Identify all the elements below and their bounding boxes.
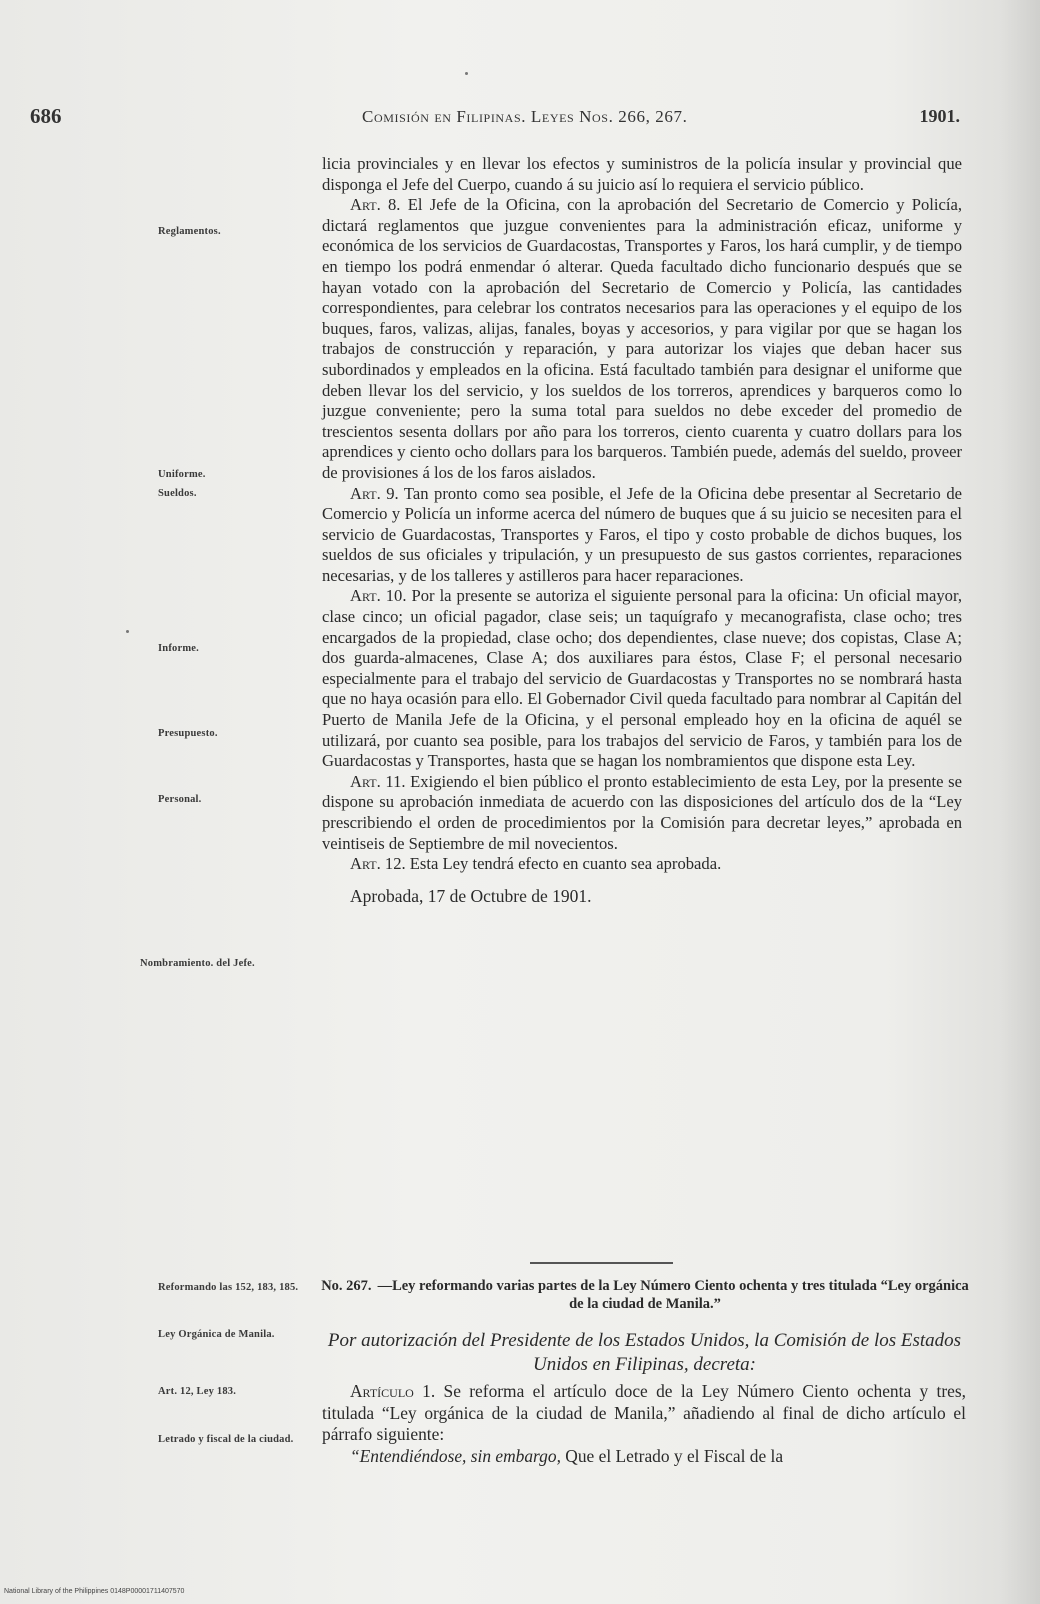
- paper-speck: [126, 630, 129, 633]
- body-text: [322, 154, 962, 907]
- page-edge-shadow: [1000, 0, 1040, 1604]
- law-267-article-1: [322, 1381, 966, 1467]
- margin-note-personal: Personal.: [158, 794, 202, 805]
- running-head: Comisión en Filipinas. Leyes Nos. 266, 267.: [362, 107, 688, 126]
- source-footer: National Library of the Philippines 0148P00001711407570: [4, 1588, 185, 1595]
- quote-italic: “Entendiéndose, sin embargo,: [350, 1445, 561, 1466]
- article-11-label: Art. 11.: [350, 771, 406, 791]
- article-9: [322, 484, 962, 587]
- article-11: [322, 772, 962, 854]
- margin-note-reformando: Reformando las 152, 183, 185.: [158, 1282, 299, 1293]
- law-267-number: No. 267.: [321, 1278, 372, 1294]
- article-8: [322, 195, 962, 483]
- article-10: [322, 586, 962, 771]
- article-1-text: Se reforma el artículo doce de la Ley Número Ciento ochenta y tres, titulada “Ley orgánica de la ciudad de Manila,” añadiendo al final de dicho artículo el párrafo siguiente:: [322, 1381, 966, 1444]
- page-header: [30, 104, 960, 134]
- article-8-label: Art. 8.: [350, 195, 401, 215]
- article-10-label: Art. 10.: [350, 586, 407, 606]
- article-1-quote: [322, 1446, 966, 1468]
- article-9-text: Tan pronto como sea posible, el Jefe de la Oficina debe presentar al Secretario de Comercio y Policía un informe acerca del número de buques que á su juicio se necesiten para el servicio de Guardacostas, Transportes y Faros, el tipo y costo probable de dichos buques, los sueldos de sus oficiales y tripulación, y un presupuesto de sus gastos corrientes, reparaciones necesarias, y de los talleres y astilleros para hacer reparaciones.: [322, 483, 962, 585]
- margin-note-reglamentos: Reglamentos.: [158, 226, 221, 237]
- page-number: 686: [30, 104, 62, 128]
- article-12: [322, 854, 962, 875]
- article-1: [322, 1381, 966, 1446]
- margin-note-presupuesto: Presupuesto.: [158, 728, 218, 739]
- approval-date: Aprobada, 17 de Octubre de 1901.: [350, 885, 592, 906]
- article-12-label: Art. 12.: [350, 854, 406, 874]
- margin-note-nombramiento: Nombramiento. del Jefe.: [140, 958, 255, 969]
- article-10-text: Por la presente se autoriza el siguiente personal para la oficina: Un oficial mayor, clase cinco; un oficial pagador, clase seis; un taquígrafo y mecanografista, clase ocho; tres encargados de la propiedad, clase ocho; dos dependientes, clase nueve; dos copistas, Clase A; dos guarda-almacenes, Clase A; dos auxiliares para éstos, Clase F; el personal necesario especialmente para el trabajo del servicio de Guardacostas y Transportes no se nombrará hasta que no haya ocasión para ello. El Gobernador Civil queda facultado para nombrar al Capitán del Puerto de Manila Jefe de la Oficina, y el personal empleado hoy en la oficina de aquél se utilizará, por cuanto sea posible, para los trabajos del servicio de Faros, y también para los de Guardacostas y Transportes, hasta que se hagan los nombramientos que dispone esta Ley.: [322, 586, 962, 771]
- law-267-title: [320, 1277, 970, 1313]
- margin-note-informe: Informe.: [158, 643, 199, 654]
- margin-note-ley-organica: Ley Orgánica de Manila.: [158, 1329, 275, 1340]
- law-267-title-text: —Ley reformando varias partes de la Ley Número Ciento ochenta y tres titulada “Ley orgánica de la ciudad de Manila.”: [377, 1278, 969, 1312]
- paper-speck: [465, 72, 468, 75]
- article-11-text: Exigiendo el bien público el pronto establecimiento de esta Ley, por la presente se dispone su aprobación inmediata de acuerdo con las disposiciones del artículo dos de la “Ley prescribiendo el orden de procedimientos por la Comisión para decretar leyes,” aprobada en veintiseis de Septiembre de mil novecientos.: [322, 771, 962, 853]
- article-12-text: Esta Ley tendrá efecto en cuanto sea aprobada.: [409, 854, 722, 874]
- margin-note-art12: Art. 12, Ley 183.: [158, 1386, 237, 1397]
- article-1-label: Artículo 1.: [350, 1381, 436, 1401]
- article-9-label: Art. 9.: [350, 483, 399, 503]
- quote-text: Que el Letrado y el Fiscal de la: [565, 1445, 784, 1466]
- section-divider: [530, 1262, 673, 1264]
- running-head-year: 1901.: [919, 106, 960, 126]
- article-8-text: El Jefe de la Oficina, con la aprobación del Secretario de Comercio y Policía, dictará reglamentos que juzgue convenientes para la administración eficaz, uniforme y económica de los servicios de Guardacostas, Transportes y Faros, los hará cumplir, y de tiempo en tiempo los podrá enmendar ó alterar. Queda facultado dicho funcionario después que se hayan votado con la aprobación del Secretario de Comercio y Policía, las cantidades correspondientes, para celebrar los contratos necesarios para las operaciones y el equipo de los buques, faros, valizas, alijas, fanales, boyas y accesorios, y para vigilar por que se hagan los trabajos de construcción y reparación, y para autorizar los viajes que deban hacer sus subordinados y empleados en la oficina. Está facultado también para designar el uniforme que deben llevar los del servicio, y los sueldos de los torreros, aprendices y barqueros como lo juzgue conveniente; pero la suma total para sueldos no debe exceder del promedio de trescientos sesenta dollars por año para los torreros, ciento cuarenta y cuatro dollars para los aprendices y ciento ocho dollars para los barqueros. También puede, además del sueldo, proveer de provisiones á los de los faros aislados.: [322, 195, 962, 482]
- enacting-clause: Por autorización del Presidente de los Estados Unidos, la Comisión de los Estados Unidos en Filipinas, decreta:: [327, 1330, 962, 1375]
- margin-note-sueldos: Sueldos.: [158, 488, 197, 499]
- margin-note-uniforme: Uniforme.: [158, 469, 206, 480]
- margin-note-letrado: Letrado y fiscal de la ciudad.: [158, 1434, 294, 1445]
- paragraph-continuation: licia provinciales y en llevar los efectos y suministros de la policía insular y provincial que disponga el Jefe del Cuerpo, cuando á su juicio así lo requiera el servicio público.: [322, 154, 962, 194]
